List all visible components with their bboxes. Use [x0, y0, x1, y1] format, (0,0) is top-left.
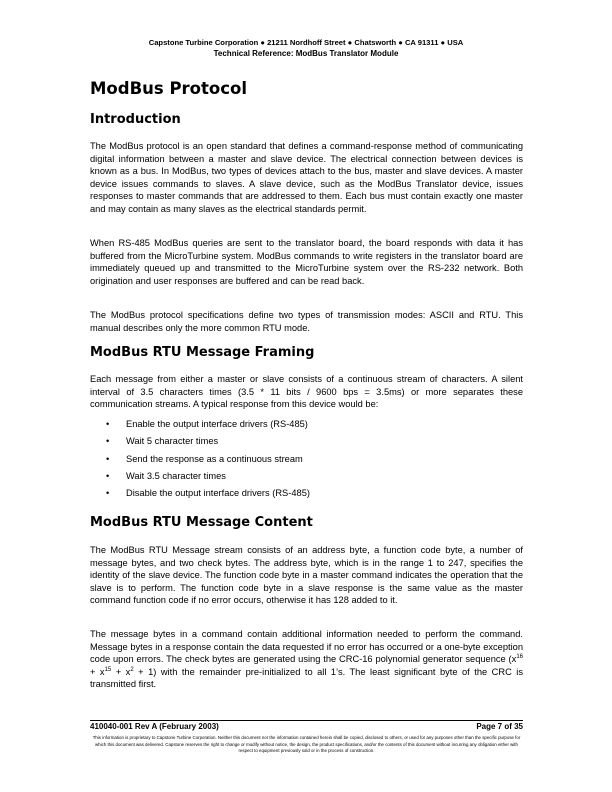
list-item-text: Wait 5 character times: [126, 436, 219, 447]
document-number: 410040-001 Rev A (February 2003): [90, 722, 219, 731]
bullet-icon: •: [106, 419, 110, 429]
intro-paragraph-2: When RS-485 ModBus queries are sent to the translator board, the board responds with data it has buffered from the MicroTurbine system. ModBus commands to write registers in the translator board are immediately queued up and transmitted to the MicroTurbine system over the RS-232 network. Both origination and user responses are buffered and can be read back.: [90, 238, 523, 286]
list-item: [106, 487, 310, 504]
heading-message-framing: ModBus RTU Message Framing: [90, 345, 315, 360]
content-paragraph-2: The message bytes in a command contain additional information needed to perform the command. Message bytes in a response contain the data requested if no error has occurred or a one-byte exception code upon errors. The check bytes are generated using the CRC-16 polynomial generator sequence $(x^{16} + x^{15} + x^2 + 1)$ with the remainder pre-initialized to all 1’s. The least significant byte of the CRC is transmitted first.: [90, 629, 524, 690]
list-item-text: Send the response as a continuous stream: [126, 453, 303, 464]
bullet-icon: •: [106, 436, 110, 447]
company-header: Capstone Turbine Corporation ● 21211 Nordhoff Street ● Chatsworth ● CA 91311 ● USA: [148, 38, 464, 47]
document-subtitle: Technical Reference: ModBus Translator Module: [213, 49, 399, 58]
list-item-text: Disable the output interface drivers (RS-485): [126, 488, 310, 499]
intro-paragraph-1: The ModBus protocol is an open standard that defines a command-response method of communicating digital information between a master and slave device. The electrical connection between devices is known as a bus. In ModBus, two types of devices attach to the bus, master and slave devices. A master device issues commands to slaves. A slave device, such as the ModBus Translator device, issues responses to master commands that are addressed to them. Each bus must contain exactly one master and may contain as many slaves as the electrical standards permit.: [90, 141, 523, 214]
footer-divider: [90, 720, 523, 721]
list-item: [106, 418, 310, 435]
heading-introduction: Introduction: [90, 112, 181, 127]
exponent: 2: [130, 666, 134, 673]
heading-message-content: ModBus RTU Message Content: [90, 515, 313, 530]
list-item-text: Wait 3.5 character times: [126, 470, 226, 481]
list-item: [106, 435, 310, 452]
list-item-text: Enable the output interface drivers (RS-485): [126, 419, 308, 429]
page-title: ModBus Protocol: [90, 79, 248, 98]
intro-paragraph-3: The ModBus protocol specifications define two types of transmission modes: ASCII and RTU. This manual describes only the more common RTU mode.: [90, 310, 523, 333]
framing-paragraph: Each message from either a master or slave consists of a continuous stream of characters. A silent interval of 3.5 characters times (3.5 * 11 bits / 9600 bps = 3.5ms) or more separates these communication streams. A typical response from this device would be:: [90, 374, 523, 410]
exponent: 15: [104, 666, 112, 673]
page-number: Page 7 of 35: [476, 722, 523, 731]
content-paragraph-1: The ModBus RTU Message stream consists of an address byte, a function code byte, a number of message bytes, and two check bytes. The address byte, which is in the range 1 to 247, specifies the identity of the slave device. The function code byte in a master command indicates the operation that the slave is to perform. The function code byte in a slave response is the same value as the master command function code if no error occurs, otherwise it has 128 added to it.: [90, 545, 523, 606]
list-item: [106, 453, 310, 470]
list-item: [106, 470, 310, 487]
exponent: 16: [516, 654, 523, 661]
bullet-icon: •: [106, 470, 110, 481]
framing-bullet-list: [106, 418, 310, 504]
bullet-icon: •: [106, 453, 110, 464]
proprietary-disclaimer: This information is proprietary to Capstone Turbine Corporation. Neither this document nor the information contained herein shall be copied, disclosed to others, or used for any purposes other than the specific purpose for which this document was delivered. Capstone reserves the right to change or modify without notice, the design, the product specifications, and/or the contents of this document without incurring any obligation either with respect to equipment previously sold or in the process of construction.: [92, 735, 521, 754]
bullet-icon: •: [106, 488, 110, 499]
